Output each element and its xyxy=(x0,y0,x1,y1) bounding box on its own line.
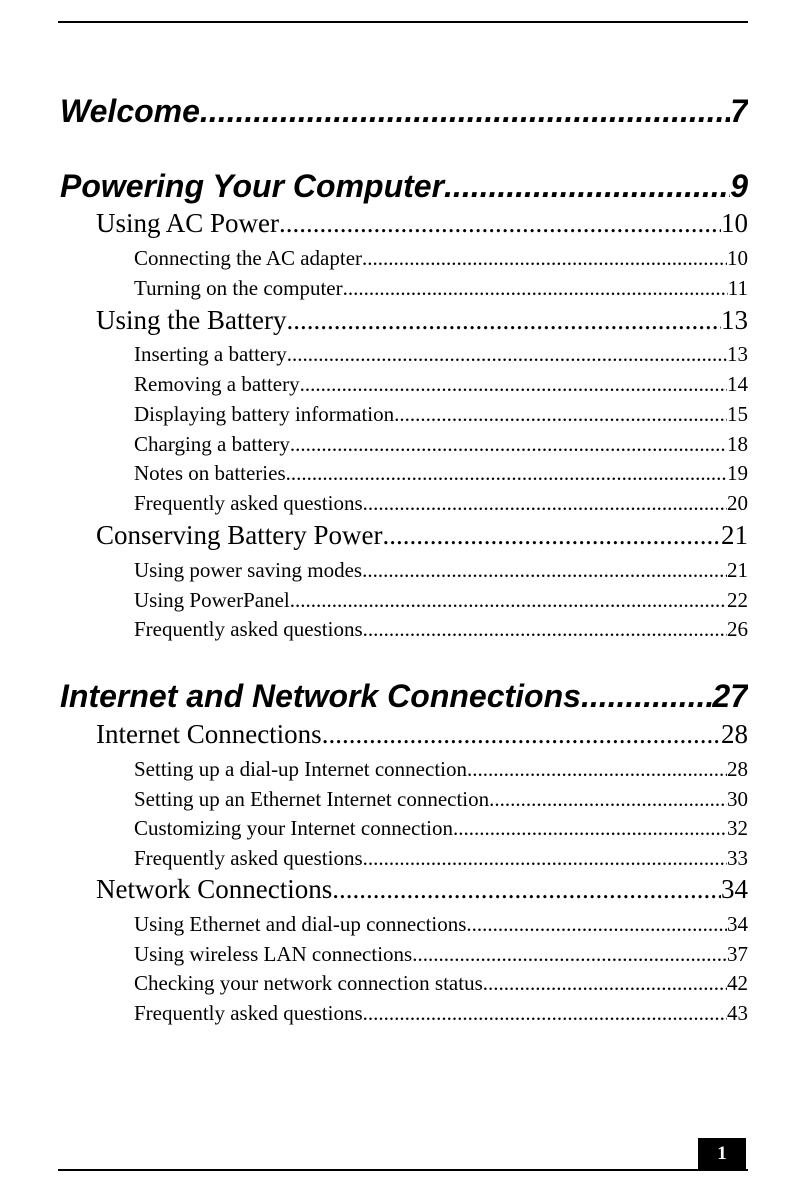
toc-entry-title: Setting up an Ethernet Internet connection xyxy=(134,787,490,811)
toc-subsection[interactable] xyxy=(134,941,748,967)
toc-section-battery[interactable] xyxy=(96,304,748,336)
toc-entry-title: Charging a battery xyxy=(134,432,290,456)
toc-entry-page: 9 xyxy=(730,168,748,204)
toc-leader xyxy=(286,304,721,336)
toc-entry-page: 33 xyxy=(727,846,748,870)
page-number-badge: 1 xyxy=(698,1138,746,1169)
toc-subsection[interactable] xyxy=(134,756,748,782)
toc-entry-title: Frequently asked questions xyxy=(134,1001,363,1025)
toc-leader xyxy=(362,557,727,583)
toc-subsection[interactable] xyxy=(134,786,748,812)
toc-subsection[interactable] xyxy=(134,970,748,996)
toc-leader xyxy=(382,519,721,551)
toc-entry-page: 43 xyxy=(727,1001,748,1025)
toc-section-conserving[interactable] xyxy=(96,519,748,551)
toc-entry-page: 28 xyxy=(721,719,748,749)
toc-entry-page: 13 xyxy=(721,305,748,335)
toc-entry-page: 10 xyxy=(721,208,748,238)
toc-leader xyxy=(363,1000,727,1026)
toc-entry-page: 10 xyxy=(727,246,748,270)
toc-entry-title: Frequently asked questions xyxy=(134,617,363,641)
toc-subsection[interactable] xyxy=(134,460,748,486)
toc-leader xyxy=(300,371,727,397)
toc-entry-page: 18 xyxy=(727,432,748,456)
toc-entry-page: 42 xyxy=(727,971,748,995)
toc-entry-title: Using PowerPanel xyxy=(134,588,290,612)
toc-entry-page: 11 xyxy=(727,276,748,300)
toc-entry-page: 14 xyxy=(727,372,748,396)
toc-subsection[interactable] xyxy=(134,911,748,937)
toc-entry-page: 7 xyxy=(730,93,748,129)
toc-subsection[interactable] xyxy=(134,341,748,367)
toc-entry-title: Using AC Power xyxy=(96,208,280,238)
toc-leader xyxy=(279,207,721,239)
footer-rule xyxy=(58,1169,748,1171)
toc-leader xyxy=(467,756,727,782)
toc-leader xyxy=(343,275,728,301)
toc-subsection[interactable] xyxy=(134,490,748,516)
toc-entry-title: Customizing your Internet connection xyxy=(134,816,454,840)
toc-entry-page: 27 xyxy=(712,678,748,714)
toc-leader xyxy=(363,845,727,871)
toc-entry-page: 22 xyxy=(727,588,748,612)
toc-subsection[interactable] xyxy=(134,401,748,427)
toc-entry-page: 20 xyxy=(727,491,748,515)
toc-entry-title: Frequently asked questions xyxy=(134,491,363,515)
toc-leader xyxy=(412,941,727,967)
toc-leader xyxy=(581,676,712,716)
toc-leader xyxy=(290,431,727,457)
toc-entry-title: Network Connections xyxy=(96,874,333,904)
toc-subsection[interactable] xyxy=(134,616,748,642)
toc-entry-title: Internet and Network Connections xyxy=(60,678,581,714)
toc-subsection[interactable] xyxy=(134,431,748,457)
toc-leader xyxy=(286,460,727,486)
toc-chapter-internet-network[interactable] xyxy=(60,676,748,716)
toc-leader xyxy=(200,91,730,131)
toc-leader xyxy=(362,245,727,271)
toc-entry-title: Using the Battery xyxy=(96,305,287,335)
toc-leader xyxy=(363,490,727,516)
toc-entry-title: Turning on the computer xyxy=(134,276,343,300)
toc-entry-title: Using wireless LAN connections xyxy=(134,942,413,966)
toc-entry-page: 13 xyxy=(727,342,748,366)
toc-subsection[interactable] xyxy=(134,587,748,613)
toc-subsection[interactable] xyxy=(134,845,748,871)
toc-entry-page: 21 xyxy=(721,520,748,550)
toc-entry-page: 28 xyxy=(727,757,748,781)
toc-leader xyxy=(453,815,727,841)
toc-entry-title: Setting up a dial-up Internet connection xyxy=(134,757,467,781)
toc-chapter-powering[interactable] xyxy=(60,166,748,206)
toc-leader xyxy=(489,786,727,812)
toc-leader xyxy=(363,616,727,642)
toc-section-ac-power[interactable] xyxy=(96,207,748,239)
toc-entry-title: Inserting a battery xyxy=(134,342,287,366)
toc-subsection[interactable] xyxy=(134,371,748,397)
toc-entry-title: Notes on batteries xyxy=(134,461,286,485)
toc-entry-title: Internet Connections xyxy=(96,719,322,749)
toc-subsection[interactable] xyxy=(134,245,748,271)
toc-entry-page: 37 xyxy=(727,942,748,966)
toc-entry-title: Welcome xyxy=(60,93,200,129)
toc-leader xyxy=(332,873,721,905)
toc-subsection[interactable] xyxy=(134,1000,748,1026)
toc-section-network[interactable] xyxy=(96,873,748,905)
toc-entry-title: Using Ethernet and dial-up connections xyxy=(134,912,467,936)
toc-entry-page: 19 xyxy=(727,461,748,485)
toc-leader xyxy=(466,911,727,937)
toc-entry-title: Powering Your Computer xyxy=(60,168,445,204)
toc-entry-page: 34 xyxy=(721,874,748,904)
toc-leader xyxy=(290,587,727,613)
toc-subsection[interactable] xyxy=(134,815,748,841)
toc-entry-title: Conserving Battery Power xyxy=(96,520,383,550)
toc-leader xyxy=(444,166,730,206)
toc-leader xyxy=(322,718,721,750)
toc-entry-page: 26 xyxy=(727,617,748,641)
toc-entry-page: 32 xyxy=(727,816,748,840)
toc-entry-title: Removing a battery xyxy=(134,372,300,396)
toc-entry-title: Connecting the AC adapter xyxy=(134,246,363,270)
toc-leader xyxy=(287,341,727,367)
toc-leader xyxy=(483,970,727,996)
toc-entry-title: Using power saving modes xyxy=(134,558,363,582)
toc-chapter-welcome[interactable] xyxy=(60,91,748,131)
toc-leader xyxy=(394,401,727,427)
toc-section-internet[interactable] xyxy=(96,718,748,750)
toc-entry-title: Displaying battery information xyxy=(134,402,395,426)
toc-entry-page: 15 xyxy=(727,402,748,426)
toc-entry-title: Frequently asked questions xyxy=(134,846,363,870)
toc-entry-title: Checking your network connection status xyxy=(134,971,483,995)
toc-entry-page: 30 xyxy=(727,787,748,811)
toc-entry-page: 21 xyxy=(727,558,748,582)
toc-subsection[interactable] xyxy=(134,275,748,301)
header-rule xyxy=(58,21,748,23)
toc-entry-page: 34 xyxy=(727,912,748,936)
toc-subsection[interactable] xyxy=(134,557,748,583)
